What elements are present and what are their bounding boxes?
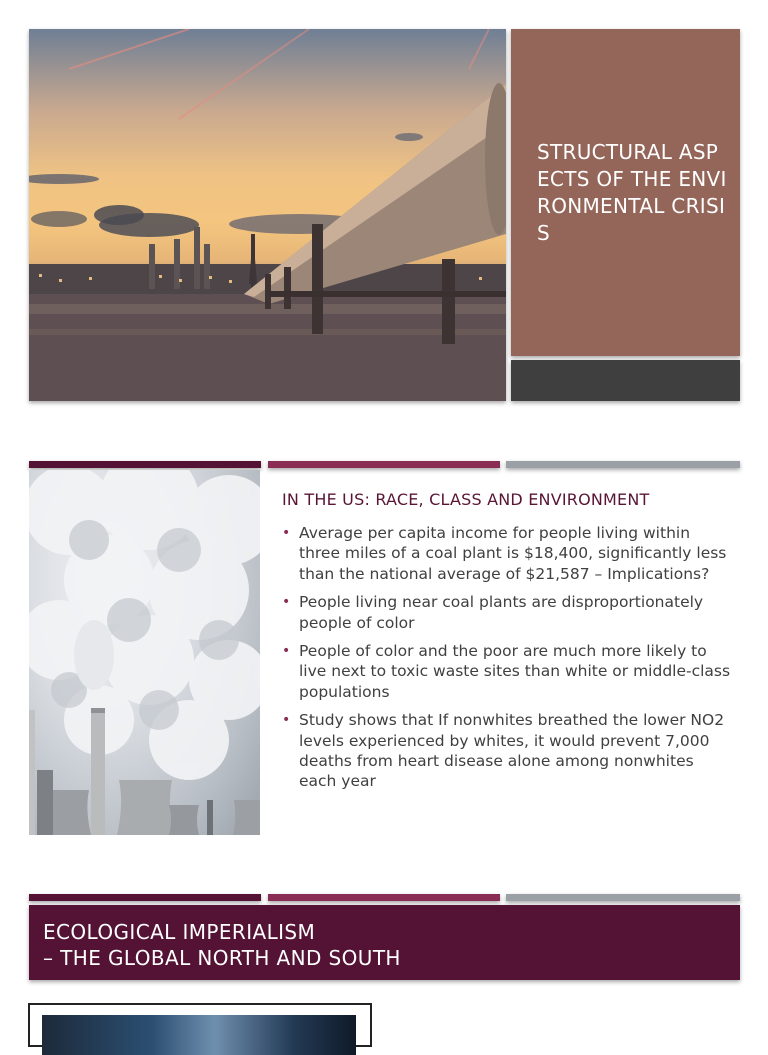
bullet-icon: • [282, 594, 291, 611]
industrial-pipeline-photo [29, 29, 506, 401]
slide1-footer-bar [511, 360, 740, 401]
bullet-icon: • [282, 643, 291, 660]
bullet-text: People of color and the poor are much more likely to live next to toxic waste sites than white or middle-class populations [299, 642, 731, 701]
bullet-text: People living near coal plants are disproportionately people of color [299, 593, 704, 632]
slide3-title-box [29, 905, 740, 980]
slide2-bullet-list [282, 523, 732, 800]
bullet-icon: • [282, 525, 291, 541]
bullet-text: Study shows that If nonwhites breathed the lower NO2 levels experienced by whites, it would prevent 7,000 deaths from heart disease alone among nonwhites each year [299, 711, 725, 791]
bullet-item [282, 710, 732, 792]
power-plant-smoke-photo [29, 470, 260, 835]
accent-bar-2 [268, 894, 500, 901]
earth-from-space-photo [28, 1003, 372, 1047]
earth-image [42, 1015, 356, 1055]
accent-bar-2 [268, 461, 500, 468]
slide1-title: STRUCTURAL ASPECTS OF THE ENVIRONMENTAL CRISIS [537, 140, 727, 245]
slide3-title: ECOLOGICAL IMPERIALISM – THE GLOBAL NORTH AND SOUTH [43, 920, 401, 970]
accent-bar-1 [29, 894, 261, 901]
accent-bar-3 [506, 894, 740, 901]
bullet-text: Average per capita income for people living within three miles of a coal plant is $18,400, significantly less than the national average of $21,587 – Implications? [299, 524, 727, 583]
slide1-title-box [511, 29, 740, 356]
bullet-item [282, 592, 732, 633]
bullet-item [282, 523, 732, 584]
pipeline-illustration [29, 29, 506, 401]
bullet-item [282, 641, 732, 702]
bullet-icon: • [282, 712, 291, 729]
power-plant-illustration [29, 470, 260, 835]
accent-bar-1 [29, 461, 261, 468]
accent-bar-3 [506, 461, 740, 468]
slide2-heading: IN THE US: RACE, CLASS AND ENVIRONMENT [282, 490, 650, 509]
